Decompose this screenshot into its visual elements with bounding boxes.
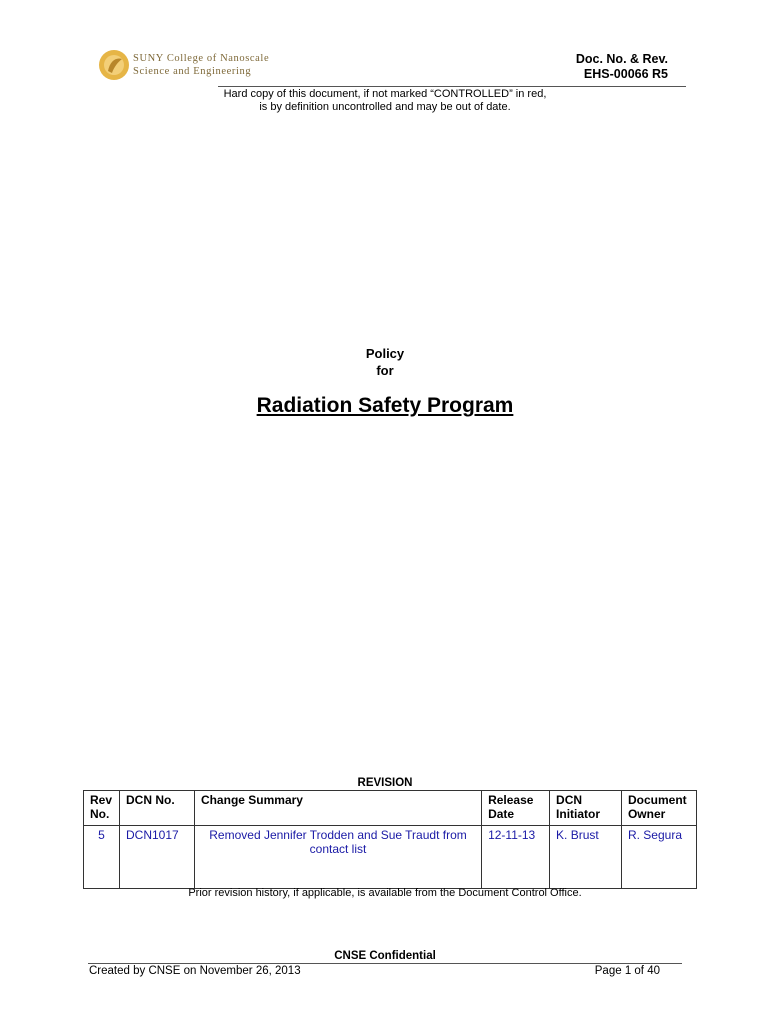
- created-by: Created by CNSE on November 26, 2013: [89, 965, 301, 977]
- cell-rev: 5: [84, 826, 120, 889]
- prior-revision-note: Prior revision history, if applicable, is available from the Document Control Office.: [188, 887, 582, 899]
- policy-heading: [0, 345, 770, 379]
- revision-table: [83, 790, 697, 889]
- notice-line-1: Hard copy of this document, if not marked “CONTROLLED” in red,: [223, 88, 547, 100]
- header-dcn-initiator: DCN Initiator: [550, 791, 622, 826]
- doc-number: EHS-00066 R5: [583, 67, 668, 81]
- header-document-owner: Document Owner: [621, 791, 696, 826]
- uncontrolled-notice: [180, 88, 590, 114]
- header-release-date: Release Date: [482, 791, 550, 826]
- notice-line-2: is by definition uncontrolled and may be out of date.: [259, 101, 511, 113]
- table-row: [84, 826, 697, 889]
- document-title: Radiation Safety Program: [256, 394, 514, 417]
- doc-number-label: Doc. No. & Rev.: [575, 52, 668, 66]
- suny-sun-logo-icon: [96, 45, 136, 85]
- cell-dcn: DCN1017: [119, 826, 194, 889]
- footer-divider: [88, 963, 682, 964]
- cell-owner: R. Segura: [621, 826, 696, 889]
- logo-line-2: Science and Engineering: [133, 66, 252, 77]
- page-number: Page 1 of 40: [594, 965, 660, 977]
- policy-label: Policy: [365, 346, 405, 361]
- cell-summary: Removed Jennifer Trodden and Sue Traudt from contact list: [194, 826, 481, 889]
- logo-text: [133, 52, 303, 78]
- for-label: for: [376, 363, 394, 378]
- cell-initiator: K. Brust: [550, 826, 622, 889]
- header-dcn-no: DCN No.: [119, 791, 194, 826]
- confidential-label: CNSE Confidential: [334, 950, 436, 962]
- cell-date: 12-11-13: [482, 826, 550, 889]
- header-rev-no: Rev No.: [84, 791, 120, 826]
- table-header-row: [84, 791, 697, 826]
- doc-number-block: [576, 52, 668, 82]
- logo-line-1: SUNY College of Nanoscale: [133, 53, 270, 64]
- revision-heading: REVISION: [357, 777, 413, 789]
- header-divider: [218, 86, 686, 87]
- header-change-summary: Change Summary: [194, 791, 481, 826]
